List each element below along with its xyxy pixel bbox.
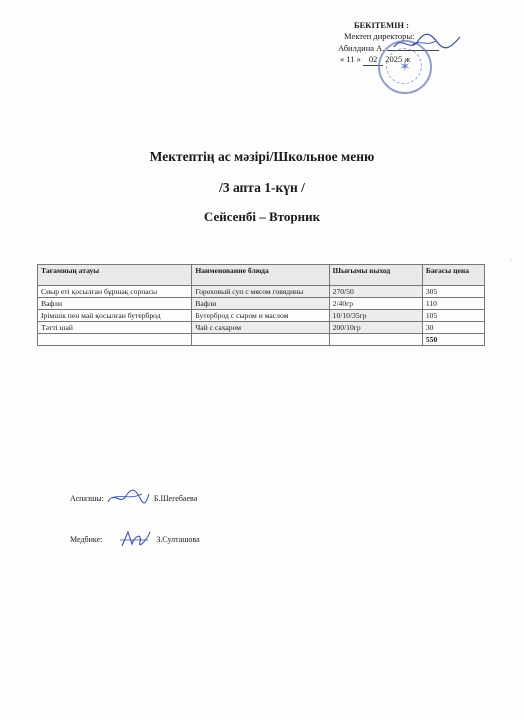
approval-position: Мектеп директоры: [344,31,415,41]
menu-title: Мектептің ас мәзірі/Школьное меню [149,149,375,164]
cell-price: 30 [422,322,484,334]
cell-name-kz: Тәтті шай [38,322,192,334]
stray-mark: · [510,258,512,264]
cell-name-ru: Чай с сахаром [192,322,329,334]
cell-yield: 2/40гр [329,298,422,310]
approval-title: БЕКІТЕМІН : [354,20,409,30]
cell-price: 105 [422,310,484,322]
table-total-row [38,334,485,346]
approval-date-month: 02 [363,54,383,66]
cell-name-ru: Бутерброд с сыром и маслом [192,310,329,322]
director-signature [392,31,462,53]
cook-signature-row [70,488,197,508]
cell-price: 305 [422,286,484,298]
cook-name: Б.Шегебаева [153,493,198,503]
nurse-label: Медбике: [70,534,103,544]
cell-total: 550 [422,334,484,346]
cell-empty [329,334,422,346]
cell-name-kz: Вафли [38,298,192,310]
approval-director: Абилдина А. [338,43,385,53]
approval-date-year: 2025 ж [385,54,411,64]
table-header-row [38,265,485,286]
approval-date-day: « 11 » [340,54,361,64]
table-row [38,286,485,298]
nurse-name: З.Султашова [156,534,200,544]
header-name-kz: Тағамның атауы [38,265,192,286]
cell-yield: 10/10/35гр [329,310,422,322]
header-name-ru: Наименование блюда [192,265,329,286]
cell-name-kz: Ірімшік пен май қосылған бутерброд [38,310,192,322]
cell-empty [38,334,192,346]
cell-empty [192,334,329,346]
header-yield: Шығымы выход [329,265,422,286]
cell-name-kz: Сиыр еті қосылған бұршақ сорпасы [38,286,192,298]
week-day-title: /3 апта 1-күн / [219,180,305,195]
table-row [38,310,485,322]
menu-table [37,264,485,346]
cook-label: Аспазшы: [70,493,104,503]
cell-name-ru: Вафли [192,298,329,310]
header-price: Бағасы цена [422,265,484,286]
cell-yield: 270/50 [329,286,422,298]
nurse-signature-row [70,528,200,550]
cell-name-ru: Гороховый суп с мясом говядины [192,286,329,298]
nurse-signature [118,528,152,550]
seal-emblem-icon: ✶ [399,60,411,75]
cell-yield: 200/10гр [329,322,422,334]
cook-signature [106,488,150,508]
table-row [38,322,485,334]
weekday-title: Сейсенбі – Вторник [203,209,321,224]
cell-price: 110 [422,298,484,310]
table-row [38,298,485,310]
